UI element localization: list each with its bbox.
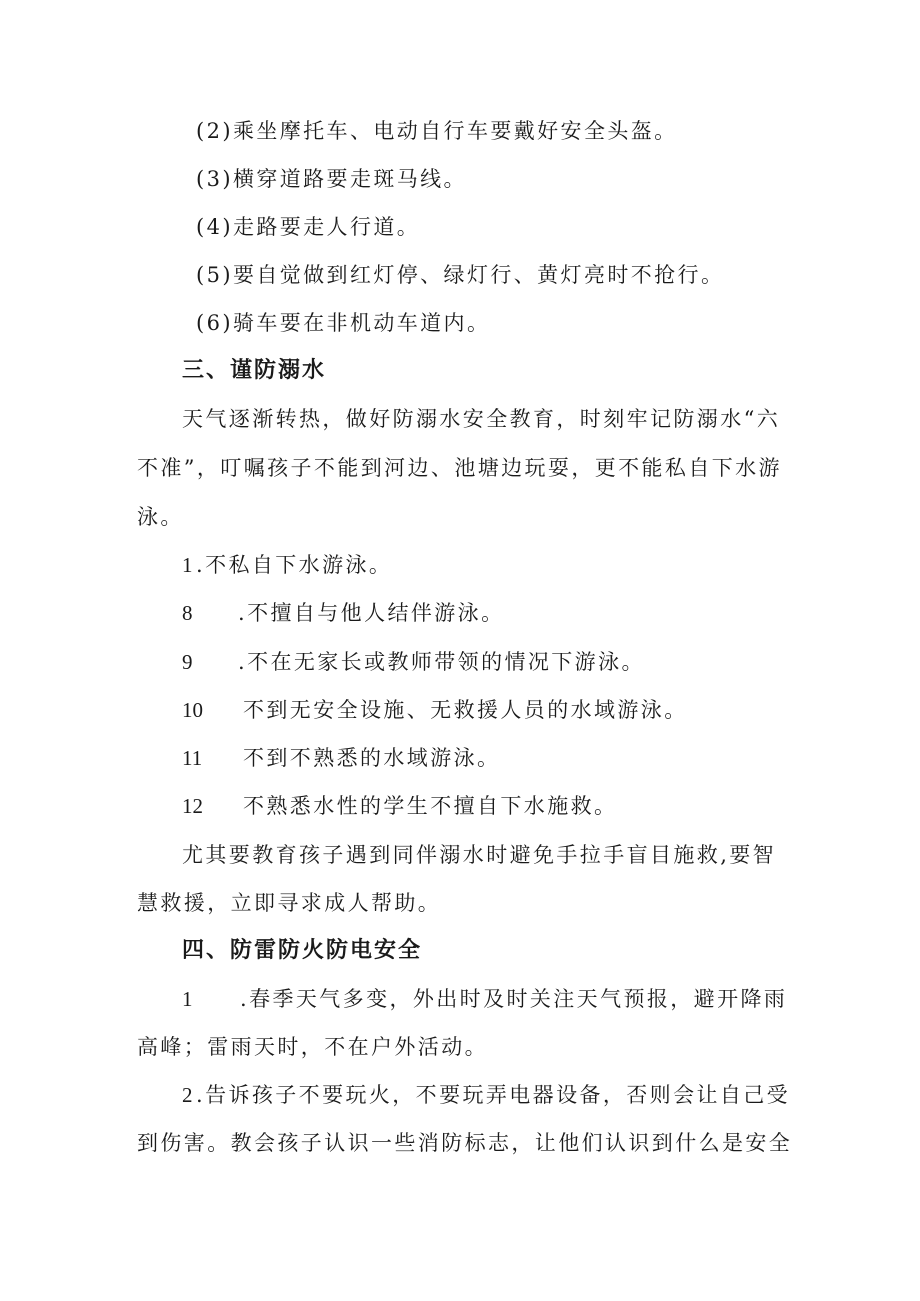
drowning-closing-line-1: 尤其要教育孩子遇到同伴溺水时避免手拉手盲目施救,要智 xyxy=(182,843,777,867)
traffic-item-4: (4)走路要走人行道。 xyxy=(196,215,421,239)
rule-number: 11 xyxy=(182,746,203,770)
item-text-line-1: .告诉孩子不要玩火，不要玩弄电器设备，否则会让自己受 xyxy=(196,1083,791,1107)
rule-number: 1 xyxy=(182,553,193,577)
section-heading-lightning-fire-electric: 四、防雷防火防电安全 xyxy=(182,938,423,963)
drowning-intro-line-3: 泳。 xyxy=(137,505,184,529)
traffic-item-3: (3)横穿道路要走斑马线。 xyxy=(196,167,467,191)
item-text-line-1: .春季天气多变，外出时及时关注天气预报，避开降雨 xyxy=(240,987,788,1011)
rule-text: .不擅自与他人结伴游泳。 xyxy=(238,601,505,625)
item-text-line-2: 高峰；雷雨天时，不在户外活动。 xyxy=(137,1035,488,1059)
section-heading-drowning: 三、谨防溺水 xyxy=(182,358,327,383)
rule-text: .不在无家长或教师带领的情况下游泳。 xyxy=(238,650,645,674)
drowning-intro-line-2: 不准”，叮嘱孩子不能到河边、池塘边玩耍，更不能私自下水游 xyxy=(137,456,782,480)
drowning-intro-line-1: 天气逐渐转热，做好防溺水安全教育，时刻牢记防溺水“六 xyxy=(182,407,781,431)
rule-text: 不到无安全设施、无救援人员的水域游泳。 xyxy=(243,698,688,722)
traffic-item-2: (2)乘坐摩托车、电动自行车要戴好安全头盔。 xyxy=(196,119,678,143)
rule-text: 不到不熟悉的水域游泳。 xyxy=(243,746,501,770)
item-text-line-2: 到伤害。教会孩子认识一些消防标志，让他们认识到什么是安全 xyxy=(137,1131,793,1155)
rule-number: 8 xyxy=(182,601,193,625)
item-number: 1 xyxy=(182,987,193,1011)
rule-number: 10 xyxy=(182,698,203,722)
item-number: 2 xyxy=(182,1083,193,1107)
rule-text: 不熟悉水性的学生不擅自下水施救。 xyxy=(243,794,618,818)
rule-number: 9 xyxy=(182,650,193,674)
traffic-item-6: (6)骑车要在非机动车道内。 xyxy=(196,311,491,335)
drowning-closing-line-2: 慧救援，立即寻求成人帮助。 xyxy=(137,891,442,915)
rule-text: .不私自下水游泳。 xyxy=(196,553,393,577)
traffic-item-5: (5)要自觉做到红灯停、绿灯行、黄灯亮时不抢行。 xyxy=(196,263,725,287)
rule-number: 12 xyxy=(182,794,203,818)
